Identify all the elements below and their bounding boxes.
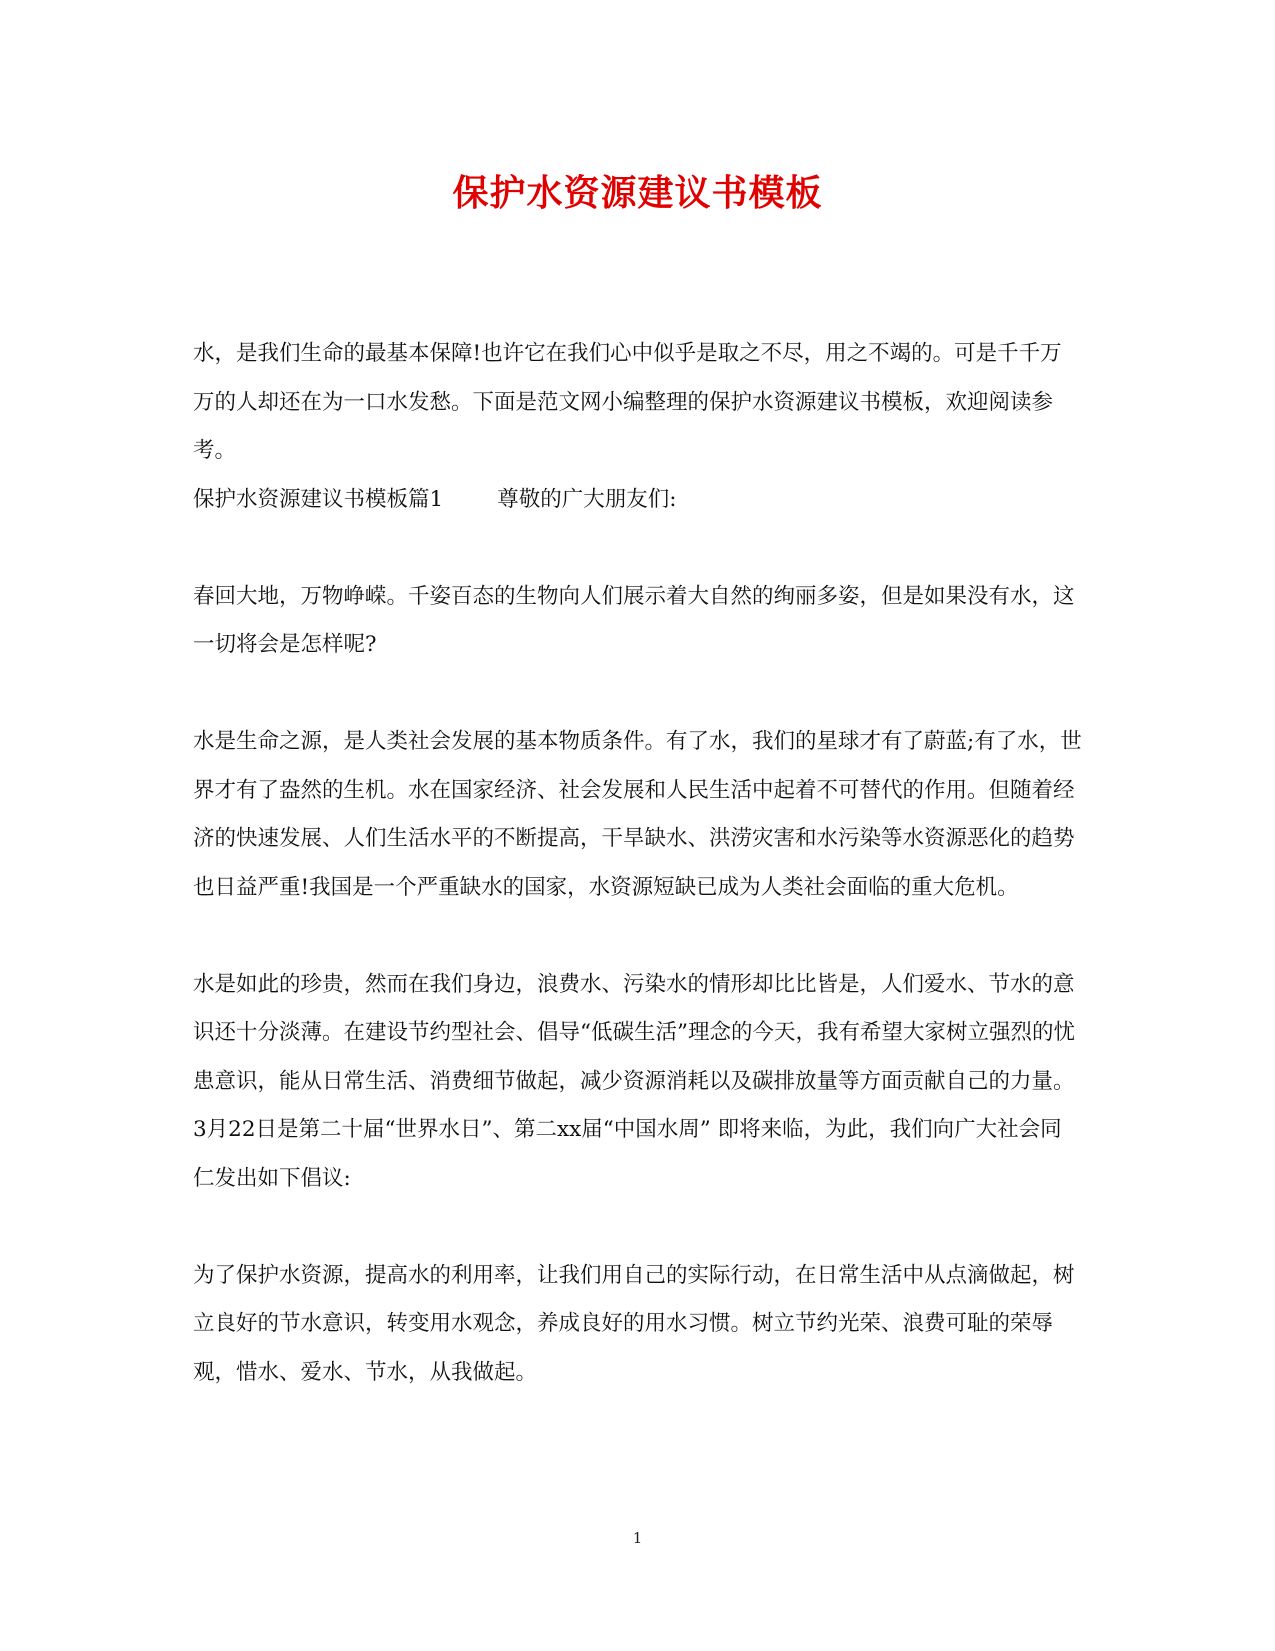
paragraph: 水是生命之源，是人类社会发展的基本物质条件。有了水，我们的星球才有了蔚蓝;有了水，世界才有了盎然的生机。水在国家经济、社会发展和人民生活中起着不可替代的作用。但随着经济的快速发展、人们生活水平的不断提高，干旱缺水、洪涝灾害和水污染等水资源恶化的趋势也日益严重!我国是一个严重缺水的国家，水资源短缺已成为人类社会面临的重大危机。 — [193, 729, 1082, 900]
salutation: 尊敬的广大朋友们: — [497, 486, 677, 512]
paragraph: 水是如此的珍贵，然而在我们身边，浪费水、污染水的情形却比比皆是，人们爱水、节水的意识还十分淡薄。在建设节约型社会、倡导“低碳生活”理念的今天，我有希望大家树立强烈的忧患意识，能从日常生活、消费细节做起，减少资源消耗以及碳排放量等方面贡献自己的力量。3月22日是第二十届“世界水日”、第二xx届“中国水周” 即将来临，为此，我们向广大社会同仁发出如下倡议: — [193, 971, 1075, 1191]
intro-paragraph: 水，是我们生命的最基本保障!也许它在我们心中似乎是取之不尽，用之不竭的。可是千千万万的人却还在为一口水发愁。下面是范文网小编整理的保护水资源建议书模板，欢迎阅读参考。 — [193, 341, 1062, 463]
section-heading-line — [193, 476, 1083, 525]
paragraph: 春回大地，万物峥嵘。千姿百态的生物向人们展示着大自然的绚丽多姿，但是如果没有水，这一切将会是怎样呢? — [193, 583, 1075, 657]
page-number: 1 — [632, 1529, 643, 1547]
paragraph: 为了保护水资源，提高水的利用率，让我们用自己的实际行动，在日常生活中从点滴做起，树立良好的节水意识，转变用水观念，养成良好的用水习惯。树立节约光荣、浪费可耻的荣辱观，惜水、爱水、节水，从我做起。 — [193, 1262, 1075, 1385]
document-title: 保护水资源建议书模板 — [452, 172, 823, 214]
section-heading: 保护水资源建议书模板篇1 — [193, 486, 444, 512]
document-body — [193, 330, 1083, 1397]
